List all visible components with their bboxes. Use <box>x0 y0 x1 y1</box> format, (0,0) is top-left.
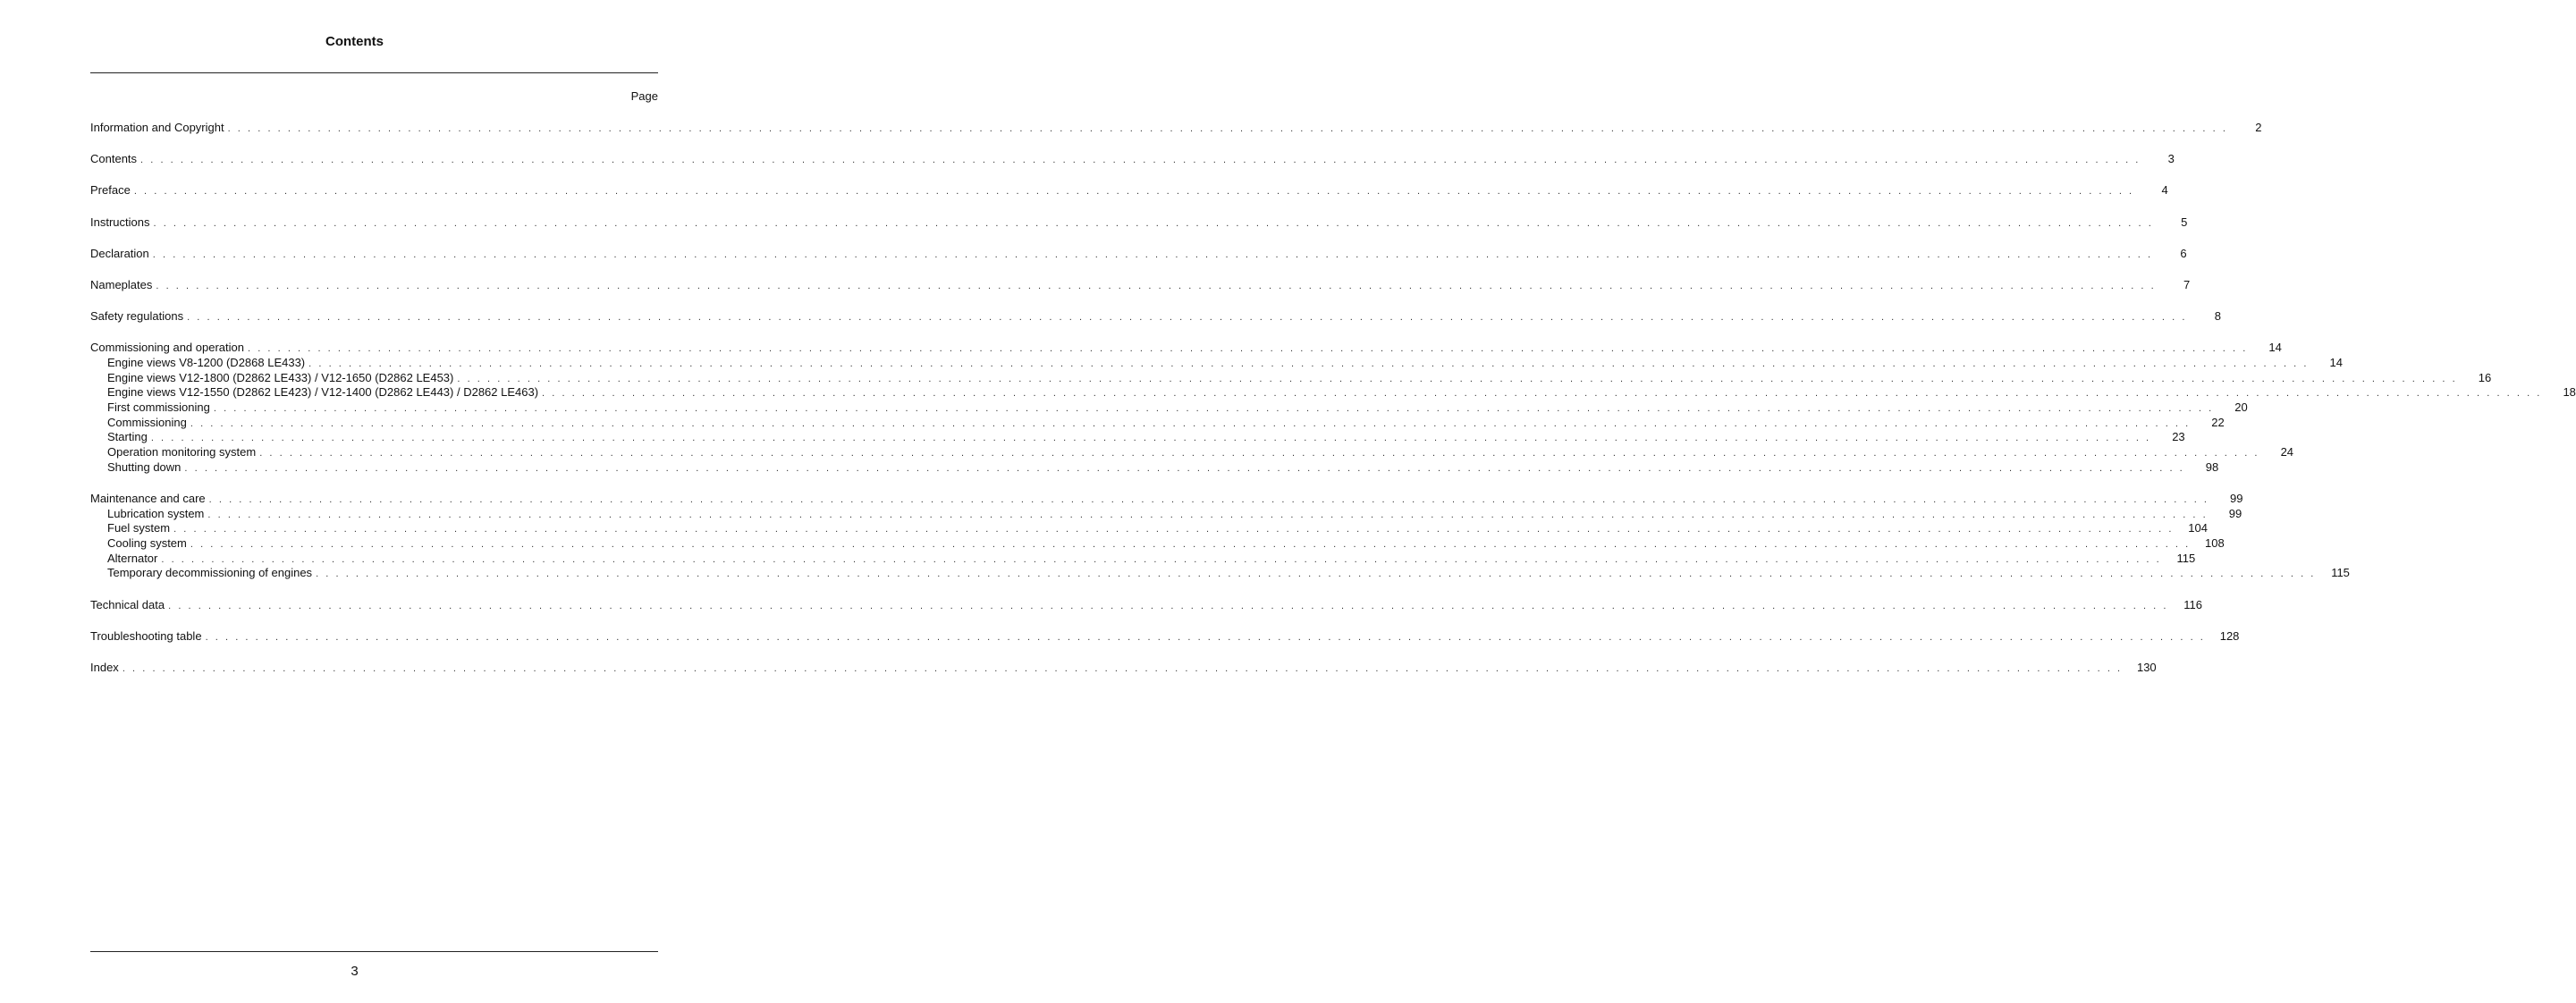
dot-leader: . . . . . . . . . . . . . . . . . . . . . . . . . . . . . . . . . . . . . . . . . . . . . . . . . . . . . . . . . . . . . . . . . . . . . . . . . . . . . . . . . . . . . . . . . . . . . . . . . . . . . . . . . . . . . . . . . . . . . . . . . . . . . . . . . . . . . . . . . . . . . . . . . . . . . . . . . . . . . . . . . . . . . . . . . . . . . . . . . . . . . . . . . . . . . . . . . . . . . . . . <box>168 600 2168 611</box>
toc-entry-label: Technical data <box>90 597 165 611</box>
toc-subentry[interactable] <box>90 551 2196 567</box>
toc-entry[interactable] <box>90 628 2240 645</box>
dot-leader: . . . . . . . . . . . . . . . . . . . . . . . . . . . . . . . . . . . . . . . . . . . . . . . . . . . . . . . . . . . . . . . . . . . . . . . . . . . . . . . . . . . . . . . . . . . . . . . . . . . . . . . . . . . . . . . . . . . . . . . . . . . . . . . . . . . . . . . . . . . . . . . . . . . . . . . . . . . . . . . . . . . . . . . . . . . . . . . . . . . . . . . . . . . . . . . . . . . . . . . . <box>213 403 2214 415</box>
toc-entry-label: Safety regulations <box>90 309 184 324</box>
toc-entry-label: Information and Copyright <box>90 121 224 134</box>
dot-leader: . . . . . . . . . . . . . . . . . . . . . . . . . . . . . . . . . . . . . . . . . . . . . . . . . . . . . . . . . . . . . . . . . . . . . . . . . . . . . . . . . . . . . . . . . . . . . . . . . . . . . . . . . . . . . . . . . . . . . . . . . . . . . . . . . . . . . . . . . . . . . . . . . . . . . . . . . . . . . . . . . . . . . . . . . . . . . . . . . . . . . . . . . . . . . . . . . . . . . . . . <box>187 312 2187 324</box>
top-divider <box>90 72 658 73</box>
toc-group <box>90 309 2221 324</box>
toc-entry-label: Instructions <box>90 215 150 229</box>
toc-entry-label: Lubrication system <box>107 506 205 520</box>
toc-subentry[interactable] <box>90 385 2576 400</box>
toc-entry-page-number: 5 <box>2181 215 2188 229</box>
dot-leader: . . . . . . . . . . . . . . . . . . . . . . . . . . . . . . . . . . . . . . . . . . . . . . . . . . . . . . . . . . . . . . . . . . . . . . . . . . . . . . . . . . . . . . . . . . . . . . . . . . . . . . . . . . . . . . . . . . . . . . . . . . . . . . . . . . . . . . . . . . . . . . . . . . . . . . . . . . . . . . . . . . . . . . . . . . . . . . . . . . . . . . . . . . . . . . . . . . . . . . . . <box>152 249 2153 260</box>
toc-group <box>90 341 2576 475</box>
toc-entry-page-number: 14 <box>2329 356 2343 369</box>
dot-leader: . . . . . . . . . . . . . . . . . . . . . . . . . . . . . . . . . . . . . . . . . . . . . . . . . . . . . . . . . . . . . . . . . . . . . . . . . . . . . . . . . . . . . . . . . . . . . . . . . . . . . . . . . . . . . . . . . . . . . . . . . . . . . . . . . . . . . . . . . . . . . . . . . . . . . . . . . . . . . . . . . . . . . . . . . . . . . . . . . . . . . . . . . . . . . . . . . . . . . . . . <box>316 569 2316 580</box>
toc-group <box>90 597 2202 613</box>
toc-subentry[interactable] <box>90 536 2225 552</box>
dot-leader: . . . . . . . . . . . . . . . . . . . . . . . . . . . . . . . . . . . . . . . . . . . . . . . . . . . . . . . . . . . . . . . . . . . . . . . . . . . . . . . . . . . . . . . . . . . . . . . . . . . . . . . . . . . . . . . . . . . . . . . . . . . . . . . . . . . . . . . . . . . . . . . . . . . . . . . . . . . . . . . . . . . . . . . . . . . . . . . . . . . . . . . . . . . . . . . . . . . . . . . . <box>190 539 2191 551</box>
toc-entry-label: First commissioning <box>107 400 210 415</box>
toc-entry-label: Shutting down <box>107 459 182 474</box>
toc-entry-label: Engine views V12-1550 (D2862 LE423) / V12-1400 (D2862 LE443) / D2862 LE463) <box>107 385 539 400</box>
toc-entry-label: Troubleshooting table <box>90 628 202 643</box>
toc-group <box>90 183 2168 198</box>
dot-leader: . . . . . . . . . . . . . . . . . . . . . . . . . . . . . . . . . . . . . . . . . . . . . . . . . . . . . . . . . . . . . . . . . . . . . . . . . . . . . . . . . . . . . . . . . . . . . . . . . . . . . . . . . . . . . . . . . . . . . . . . . . . . . . . . . . . . . . . . . . . . . . . . . . . . . . . . . . . . . . . . . . . . . . . . . . . . . . . . . . . . . . . . . . . . . . . . . . . . . . . . <box>259 448 2260 459</box>
toc-entry-page-number: 130 <box>2136 661 2157 674</box>
toc-entry-label: Engine views V8-1200 (D2868 LE433) <box>107 356 306 369</box>
dot-leader: . . . . . . . . . . . . . . . . . . . . . . . . . . . . . . . . . . . . . . . . . . . . . . . . . . . . . . . . . . . . . . . . . . . . . . . . . . . . . . . . . . . . . . . . . . . . . . . . . . . . . . . . . . . . . . . . . . . . . . . . . . . . . . . . . . . . . . . . . . . . . . . . . . . . . . . . . . . . . . . . . . . . . . . . . . . . . . . . . . . . . . . . . . . . . . . . . . . . . . . . <box>140 155 2141 166</box>
toc-entry-page-number: 115 <box>2331 566 2350 580</box>
toc-group <box>90 277 2191 293</box>
dot-leader: . . . . . . . . . . . . . . . . . . . . . . . . . . . . . . . . . . . . . . . . . . . . . . . . . . . . . . . . . . . . . . . . . . . . . . . . . . . . . . . . . . . . . . . . . . . . . . . . . . . . . . . . . . . . . . . . . . . . . . . . . . . . . . . . . . . . . . . . . . . . . . . . . . . . . . . . . . . . . . . . . . . . . . . . . . . . . . . . . . . . . . . . . . . . . . . . . . . . . . . . <box>153 217 2154 229</box>
toc-entry-page-number: 20 <box>2234 400 2248 415</box>
dot-leader: . . . . . . . . . . . . . . . . . . . . . . . . . . . . . . . . . . . . . . . . . . . . . . . . . . . . . . . . . . . . . . . . . . . . . . . . . . . . . . . . . . . . . . . . . . . . . . . . . . . . . . . . . . . . . . . . . . . . . . . . . . . . . . . . . . . . . . . . . . . . . . . . . . . . . . . . . . . . . . . . . . . . . . . . . . . . . . . . . . . . . . . . . . . . . . . . . . . . . . . . <box>184 462 2185 474</box>
toc-entry[interactable] <box>90 215 2188 231</box>
dot-leader: . . . . . . . . . . . . . . . . . . . . . . . . . . . . . . . . . . . . . . . . . . . . . . . . . . . . . . . . . . . . . . . . . . . . . . . . . . . . . . . . . . . . . . . . . . . . . . . . . . . . . . . . . . . . . . . . . . . . . . . . . . . . . . . . . . . . . . . . . . . . . . . . . . . . . . . . . . . . . . . . . . . . . . . . . . . . . . . . . . . . . . . . . . . . . . . . . . . . . . . . <box>161 553 2162 565</box>
bottom-divider <box>90 951 658 952</box>
toc-entry-page-number: 115 <box>2176 551 2196 565</box>
toc-entry-page-number: 3 <box>2167 152 2175 166</box>
toc-subentry[interactable] <box>90 445 2294 460</box>
dot-leader: . . . . . . . . . . . . . . . . . . . . . . . . . . . . . . . . . . . . . . . . . . . . . . . . . . . . . . . . . . . . . . . . . . . . . . . . . . . . . . . . . . . . . . . . . . . . . . . . . . . . . . . . . . . . . . . . . . . . . . . . . . . . . . . . . . . . . . . . . . . . . . . . . . . . . . . . . . . . . . . . . . . . . . . . . . . . . . . . . . . . . . . . . . . . . . . . . . . . . . . . <box>173 524 2174 535</box>
toc-entry-page-number: 6 <box>2180 246 2187 260</box>
toc-entry[interactable] <box>90 597 2202 613</box>
toc-entry[interactable] <box>90 152 2175 167</box>
toc-subentry[interactable] <box>90 430 2185 445</box>
toc-entry[interactable] <box>90 277 2191 293</box>
toc-entry-label: Declaration <box>90 246 149 260</box>
toc-entry-page-number: 99 <box>2228 506 2242 520</box>
toc-subentry[interactable] <box>90 356 2343 371</box>
toc-group <box>90 152 2175 167</box>
toc-subentry[interactable] <box>90 400 2248 416</box>
toc-entry-label: Commissioning and operation <box>90 341 244 355</box>
toc-entry-page-number: 104 <box>2188 521 2208 535</box>
toc-subentry[interactable] <box>90 415 2225 431</box>
toc-entry-label: Maintenance and care <box>90 492 206 505</box>
dot-leader: . . . . . . . . . . . . . . . . . . . . . . . . . . . . . . . . . . . . . . . . . . . . . . . . . . . . . . . . . . . . . . . . . . . . . . . . . . . . . . . . . . . . . . . . . . . . . . . . . . . . . . . . . . . . . . . . . . . . . . . . . . . . . . . . . . . . . . . . . . . . . . . . . . . . . . . . . . . . . . . . . . . . . . . . . . . . . . . . . . . . . . . . . . . . . . . . . . . . . . . . <box>457 373 2458 384</box>
dot-leader: . . . . . . . . . . . . . . . . . . . . . . . . . . . . . . . . . . . . . . . . . . . . . . . . . . . . . . . . . . . . . . . . . . . . . . . . . . . . . . . . . . . . . . . . . . . . . . . . . . . . . . . . . . . . . . . . . . . . . . . . . . . . . . . . . . . . . . . . . . . . . . . . . . . . . . . . . . . . . . . . . . . . . . . . . . . . . . . . . . . . . . . . . . . . . . . . . . . . . . . . <box>150 433 2151 444</box>
dot-leader: . . . . . . . . . . . . . . . . . . . . . . . . . . . . . . . . . . . . . . . . . . . . . . . . . . . . . . . . . . . . . . . . . . . . . . . . . . . . . . . . . . . . . . . . . . . . . . . . . . . . . . . . . . . . . . . . . . . . . . . . . . . . . . . . . . . . . . . . . . . . . . . . . . . . . . . . . . . . . . . . . . . . . . . . . . . . . . . . . . . . . . . . . . . . . . . . . . . . . . . . <box>190 417 2191 429</box>
dot-leader: . . . . . . . . . . . . . . . . . . . . . . . . . . . . . . . . . . . . . . . . . . . . . . . . . . . . . . . . . . . . . . . . . . . . . . . . . . . . . . . . . . . . . . . . . . . . . . . . . . . . . . . . . . . . . . . . . . . . . . . . . . . . . . . . . . . . . . . . . . . . . . . . . . . . . . . . . . . . . . . . . . . . . . . . . . . . . . . . . . . . . . . . . . . . . . . . . . . . . . . . <box>247 343 2248 355</box>
toc-entry-label: Contents <box>90 152 138 166</box>
toc-entry[interactable] <box>90 341 2282 356</box>
toc-entry-label: Preface <box>90 183 131 198</box>
toc-entry-page-number: 2 <box>2255 121 2262 134</box>
toc-entry-page-number: 8 <box>2214 309 2221 324</box>
toc-entry-label: Nameplates <box>90 277 153 291</box>
toc-entry-label: Cooling system <box>107 536 187 551</box>
toc-entry-label: Starting <box>107 430 148 444</box>
toc-entry-page-number: 22 <box>2211 415 2225 429</box>
page-title: Contents <box>325 34 384 49</box>
toc-subentry[interactable] <box>90 566 2350 581</box>
toc-entry-page-number: 24 <box>2280 445 2294 459</box>
dot-leader: . . . . . . . . . . . . . . . . . . . . . . . . . . . . . . . . . . . . . . . . . . . . . . . . . . . . . . . . . . . . . . . . . . . . . . . . . . . . . . . . . . . . . . . . . . . . . . . . . . . . . . . . . . . . . . . . . . . . . . . . . . . . . . . . . . . . . . . . . . . . . . . . . . . . . . . . . . . . . . . . . . . . . . . . . . . . . . . . . . . . . . . . . . . . . . . . . . . . . . . . <box>208 494 2209 505</box>
toc-entry-page-number: 108 <box>2205 536 2225 551</box>
toc-subentry[interactable] <box>90 506 2242 522</box>
toc-entry-label: Temporary decommissioning of engines <box>107 566 313 580</box>
toc-entry-page-number: 14 <box>2268 341 2282 355</box>
toc-group <box>90 628 2240 645</box>
toc-entry[interactable] <box>90 309 2221 324</box>
toc-entry-label: Commissioning <box>107 415 187 429</box>
toc-entry-page-number: 98 <box>2205 459 2219 474</box>
toc-entry-label: Alternator <box>107 551 158 565</box>
toc-entry[interactable] <box>90 661 2157 676</box>
toc-group <box>90 246 2187 262</box>
dot-leader: . . . . . . . . . . . . . . . . . . . . . . . . . . . . . . . . . . . . . . . . . . . . . . . . . . . . . . . . . . . . . . . . . . . . . . . . . . . . . . . . . . . . . . . . . . . . . . . . . . . . . . . . . . . . . . . . . . . . . . . . . . . . . . . . . . . . . . . . . . . . . . . . . . . . . . . . . . . . . . . . . . . . . . . . . . . . . . . . . . . . . . . . . . . . . . . . . . . . . . . . <box>205 631 2206 643</box>
toc-entry-page-number: 99 <box>2230 492 2243 505</box>
toc-group <box>90 121 2262 136</box>
toc-entry-page-number: 116 <box>2183 597 2202 611</box>
dot-leader: . . . . . . . . . . . . . . . . . . . . . . . . . . . . . . . . . . . . . . . . . . . . . . . . . . . . . . . . . . . . . . . . . . . . . . . . . . . . . . . . . . . . . . . . . . . . . . . . . . . . . . . . . . . . . . . . . . . . . . . . . . . . . . . . . . . . . . . . . . . . . . . . . . . . . . . . . . . . . . . . . . . . . . . . . . . . . . . . . . . . . . . . . . . . . . . . . . . . . . . . <box>133 186 2134 198</box>
toc-entry-page-number: 128 <box>2219 628 2240 643</box>
toc-subentry[interactable] <box>90 370 2492 386</box>
toc-entry[interactable] <box>90 492 2243 507</box>
dot-leader: . . . . . . . . . . . . . . . . . . . . . . . . . . . . . . . . . . . . . . . . . . . . . . . . . . . . . . . . . . . . . . . . . . . . . . . . . . . . . . . . . . . . . . . . . . . . . . . . . . . . . . . . . . . . . . . . . . . . . . . . . . . . . . . . . . . . . . . . . . . . . . . . . . . . . . . . . . . . . . . . . . . . . . . . . . . . . . . . . . . . . . . . . . . . . . . . . . . . . . . . <box>308 358 2309 369</box>
toc-entry[interactable] <box>90 183 2168 198</box>
toc-group <box>90 661 2157 676</box>
toc-entry-label: Index <box>90 661 119 674</box>
dot-leader: . . . . . . . . . . . . . . . . . . . . . . . . . . . . . . . . . . . . . . . . . . . . . . . . . . . . . . . . . . . . . . . . . . . . . . . . . . . . . . . . . . . . . . . . . . . . . . . . . . . . . . . . . . . . . . . . . . . . . . . . . . . . . . . . . . . . . . . . . . . . . . . . . . . . . . . . . . . . . . . . . . . . . . . . . . . . . . . . . . . . . . . . . . . . . . . . . . . . . . . . <box>542 388 2542 400</box>
dot-leader: . . . . . . . . . . . . . . . . . . . . . . . . . . . . . . . . . . . . . . . . . . . . . . . . . . . . . . . . . . . . . . . . . . . . . . . . . . . . . . . . . . . . . . . . . . . . . . . . . . . . . . . . . . . . . . . . . . . . . . . . . . . . . . . . . . . . . . . . . . . . . . . . . . . . . . . . . . . . . . . . . . . . . . . . . . . . . . . . . . . . . . . . . . . . . . . . . . . . . . . . <box>227 123 2228 134</box>
page-column-header: Page <box>630 89 658 103</box>
dot-leader: . . . . . . . . . . . . . . . . . . . . . . . . . . . . . . . . . . . . . . . . . . . . . . . . . . . . . . . . . . . . . . . . . . . . . . . . . . . . . . . . . . . . . . . . . . . . . . . . . . . . . . . . . . . . . . . . . . . . . . . . . . . . . . . . . . . . . . . . . . . . . . . . . . . . . . . . . . . . . . . . . . . . . . . . . . . . . . . . . . . . . . . . . . . . . . . . . . . . . . . . <box>122 663 2123 674</box>
toc-subentry[interactable] <box>90 459 2219 476</box>
toc-entry-page-number: 4 <box>2161 183 2168 198</box>
toc-group <box>90 492 2350 581</box>
toc-entry-page-number: 16 <box>2478 370 2492 384</box>
toc-group <box>90 215 2188 231</box>
toc-subentry[interactable] <box>90 521 2208 536</box>
toc-entry[interactable] <box>90 121 2262 136</box>
toc-entry-page-number: 23 <box>2172 430 2185 444</box>
toc-entry[interactable] <box>90 246 2187 262</box>
toc-entry-label: Operation monitoring system <box>107 445 257 459</box>
footer-page-number: 3 <box>351 964 359 979</box>
table-of-contents <box>90 121 2576 692</box>
toc-entry-label: Engine views V12-1800 (D2862 LE433) / V12-1650 (D2862 LE453) <box>107 370 454 384</box>
dot-leader: . . . . . . . . . . . . . . . . . . . . . . . . . . . . . . . . . . . . . . . . . . . . . . . . . . . . . . . . . . . . . . . . . . . . . . . . . . . . . . . . . . . . . . . . . . . . . . . . . . . . . . . . . . . . . . . . . . . . . . . . . . . . . . . . . . . . . . . . . . . . . . . . . . . . . . . . . . . . . . . . . . . . . . . . . . . . . . . . . . . . . . . . . . . . . . . . . . . . . . . . <box>156 280 2157 291</box>
toc-entry-label: Fuel system <box>107 521 171 535</box>
toc-entry-page-number: 7 <box>2183 277 2191 291</box>
toc-entry-page-number: 18 <box>2563 385 2576 400</box>
dot-leader: . . . . . . . . . . . . . . . . . . . . . . . . . . . . . . . . . . . . . . . . . . . . . . . . . . . . . . . . . . . . . . . . . . . . . . . . . . . . . . . . . . . . . . . . . . . . . . . . . . . . . . . . . . . . . . . . . . . . . . . . . . . . . . . . . . . . . . . . . . . . . . . . . . . . . . . . . . . . . . . . . . . . . . . . . . . . . . . . . . . . . . . . . . . . . . . . . . . . . . . . <box>207 509 2209 520</box>
